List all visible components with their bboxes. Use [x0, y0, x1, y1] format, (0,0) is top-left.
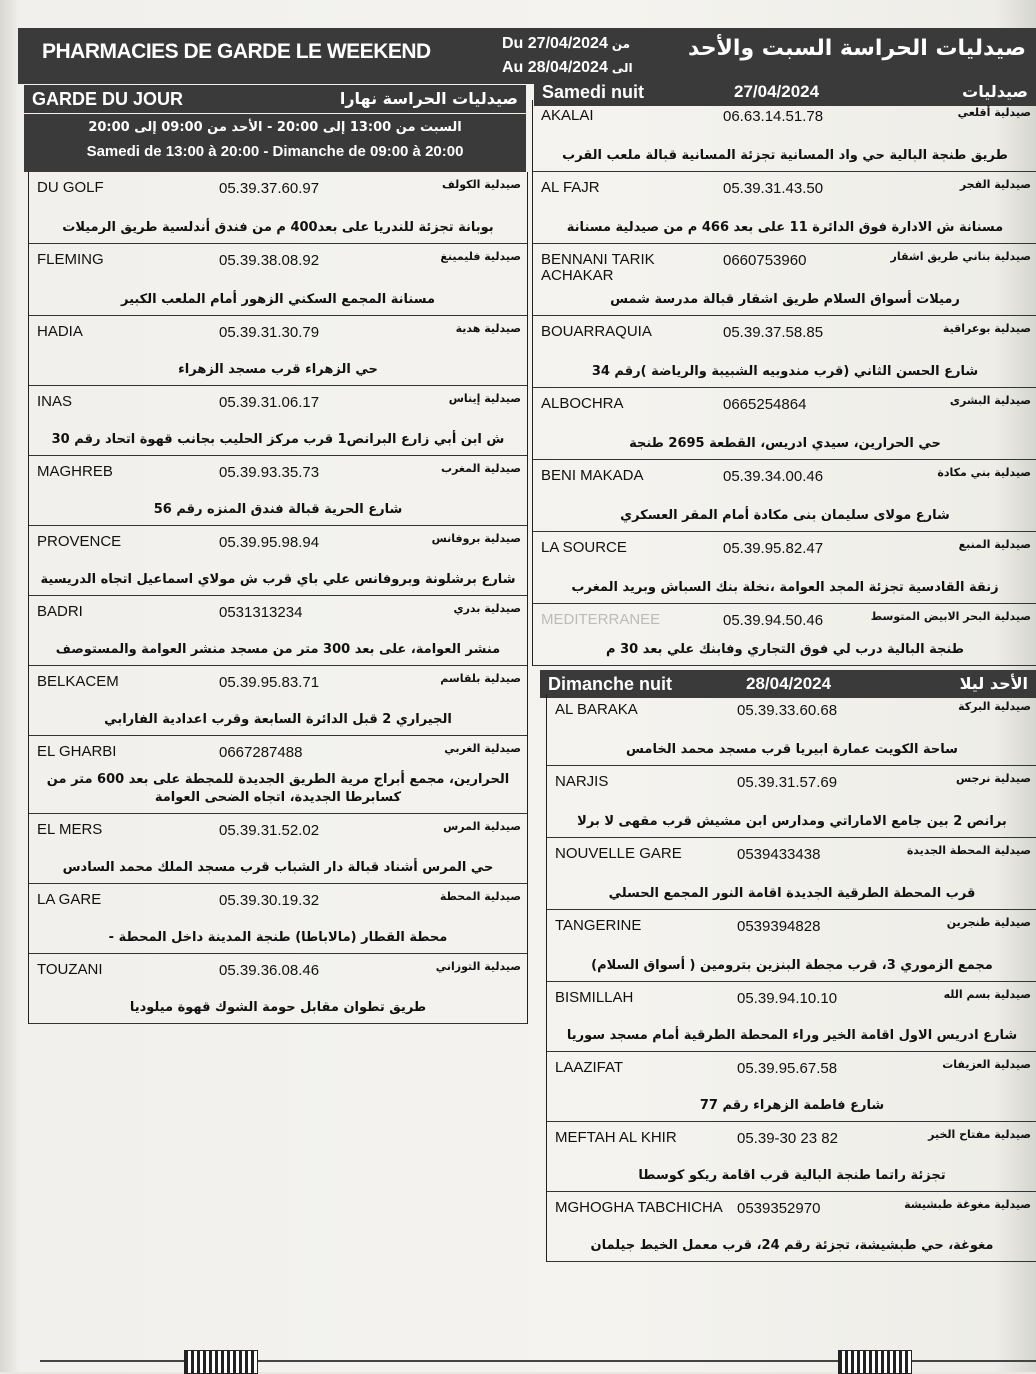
- pharmacy-name-ar: صيدلية طنجرين: [946, 916, 1031, 929]
- pharmacy-phone[interactable]: 0660753960: [723, 252, 807, 269]
- sunday-header-fr: Dimanche nuit: [548, 674, 673, 694]
- pharmacy-entry: [533, 604, 1036, 666]
- pharmacy-address: شارع الحرية قبالة فندق المنزه رقم 56: [153, 502, 403, 517]
- pharmacy-name-ar: صيدلية المغرب: [441, 462, 521, 475]
- pharmacy-name-ar: صيدلية العزيفات: [942, 1058, 1031, 1071]
- pharmacy-name: AKALAI: [541, 107, 594, 124]
- pharmacy-name-ar: صيدلية مفتاح الخير: [928, 1128, 1031, 1141]
- pharmacy-entry: [29, 386, 527, 456]
- pharmacy-name: BOUARRAQUIA: [541, 323, 652, 340]
- pharmacy-phone[interactable]: 0539352970: [737, 1200, 821, 1217]
- pharmacy-entry: [29, 596, 527, 666]
- pharmacy-phone[interactable]: 05.39.31.57.69: [737, 774, 838, 791]
- pharmacy-entry: [533, 460, 1036, 532]
- pharmacy-name: AL FAJR: [541, 179, 600, 196]
- pharmacy-name: MGHOGHA TABCHICHA: [555, 1199, 723, 1216]
- pharmacy-address: مسنانة ش الادارة فوق الدائرة 11 على بعد 466 م من صيدلية مسنانة: [566, 220, 1004, 235]
- pharmacy-name-ar: صيدلية التوزاني: [435, 960, 521, 973]
- pharmacy-name: NARJIS: [555, 773, 609, 790]
- saturday-list: [532, 100, 1036, 666]
- pharmacy-address: شارع برشلونة وبروفانس علي باي قرب ش مولاي اسماعيل اتجاه الدريسية: [40, 572, 516, 587]
- pharmacy-name-ar: صيدلية بلقاسم: [440, 672, 521, 685]
- pharmacy-name-ar: صيدلية نرجس: [955, 772, 1031, 785]
- pharmacy-name: ALBOCHRA: [541, 395, 624, 412]
- sunday-header-ar: الأحد ليلا: [959, 674, 1028, 693]
- pharmacy-name: BADRI: [37, 603, 83, 620]
- pharmacy-address: شارع مولاى سليمان بنى مكادة أمام المقر العسكري: [620, 508, 950, 523]
- pharmacy-phone[interactable]: 05.39-30 23 82: [737, 1130, 838, 1147]
- pharmacy-name-ar: صيدلية المحطة: [439, 890, 521, 903]
- qr-code-right: [838, 1350, 912, 1374]
- pharmacy-name-ar: صيدلية بني مكادة: [937, 466, 1031, 479]
- pharmacy-entry: [547, 1052, 1036, 1122]
- pharmacy-address: مجمع الزموري 3، قرب مجطة البنزين بترومين ( أسواق السلام): [591, 958, 993, 973]
- pharmacy-address: بوبانة تجزئة للندريا على بعد400 م من فندق أندلسية طريق الرميلات: [62, 220, 494, 235]
- date-to-ar: الى: [611, 61, 633, 75]
- pharmacy-name-ar: صيدلية إيناس: [448, 392, 521, 405]
- pharmacy-address: منشر العوامة، على بعد 300 متر من مسجد منشر العوامة والمستوصف: [55, 642, 501, 657]
- pharmacy-name: DU GOLF: [37, 179, 104, 196]
- pharmacy-address: مغوغة، حي طبشيشة، تجزئة رقم 24، قرب معمل الخيط جيلمان: [590, 1238, 994, 1253]
- day-header: [24, 85, 526, 113]
- pharmacy-phone[interactable]: 05.39.30.19.32: [219, 892, 320, 909]
- day-list: [28, 172, 528, 1024]
- pharmacy-phone[interactable]: 05.39.94.10.10: [737, 990, 838, 1007]
- pharmacy-phone[interactable]: 05.39.94.50.46: [723, 612, 824, 629]
- pharmacy-address: طريق طنجة البالية حي واد المسانية تجزئة المسانية قبالة ملعب القرب: [562, 148, 1008, 163]
- pharmacy-phone[interactable]: 0665254864: [723, 396, 807, 413]
- pharmacy-phone[interactable]: 05.39.37.60.97: [219, 180, 320, 197]
- pharmacy-name: EL GHARBI: [37, 743, 117, 760]
- pharmacy-phone[interactable]: 0531313234: [219, 604, 303, 621]
- pharmacy-name: BELKACEM: [37, 673, 119, 690]
- saturday-header-fr: Samedi nuit: [542, 82, 645, 102]
- pharmacy-name-ar: صيدلية البحر الابيض المتوسط: [870, 610, 1031, 623]
- pharmacy-address: مسنانة المجمع السكني الزهور أمام الملعب الكبير: [120, 292, 436, 307]
- pharmacy-entry: [547, 838, 1036, 910]
- pharmacy-entry: [29, 736, 527, 814]
- pharmacy-entry: [533, 100, 1036, 172]
- pharmacy-entry: [547, 694, 1036, 766]
- pharmacy-name: EL MERS: [37, 821, 103, 838]
- pharmacy-entry: [29, 244, 527, 316]
- pharmacy-address: حي الحرارين، سيدي ادريس، القطعة 2695 طنجة: [629, 436, 941, 451]
- pharmacy-entry: [29, 172, 527, 244]
- pharmacy-name-ar: صيدلية هدية: [455, 322, 521, 335]
- pharmacy-phone[interactable]: 05.39.93.35.73: [219, 464, 320, 481]
- pharmacy-name: PROVENCE: [37, 533, 122, 550]
- pharmacy-name-ar: صيدلية الغربي: [444, 742, 521, 755]
- pharmacy-name: BENI MAKADA: [541, 467, 644, 484]
- pharmacy-phone[interactable]: 05.39.31.30.79: [219, 324, 320, 341]
- pharmacy-address: محطة القطار (مالاباطا) طنجة المدينة داخل المحطة -: [108, 930, 448, 945]
- pharmacy-address: ش ابن أبي زارع البرانص1 قرب مركز الحليب بجانب قهوة اتحاد رقم 30: [51, 432, 505, 447]
- pharmacy-address: طريق تطوان مقابل حومة الشوك قهوة ميلوديا: [129, 1000, 427, 1015]
- banner-dates: [502, 32, 633, 80]
- pharmacy-entry: [547, 1122, 1036, 1192]
- pharmacy-entry: [547, 766, 1036, 838]
- pharmacy-entry: [29, 954, 527, 1024]
- pharmacy-phone[interactable]: 05.39.36.08.46: [219, 962, 320, 979]
- day-hours-ar: السبت من 13:00 إلى 20:00 - الأحد من 09:00 إلى 20:00: [88, 120, 462, 135]
- pharmacy-entry: [29, 456, 527, 526]
- pharmacy-address: ساحة الكويت عمارة ابيريا قرب مسجد محمد الخامس: [626, 742, 958, 757]
- pharmacy-phone[interactable]: 05.39.95.67.58: [737, 1060, 838, 1077]
- pharmacy-name: MAGHREB: [37, 463, 113, 480]
- sunday-date: 28/04/2024: [746, 674, 832, 693]
- pharmacy-address: طنجة البالية درب لي فوق التجاري وفابنك علي بعد 30 م: [606, 642, 964, 657]
- pharmacy-phone[interactable]: 05.39.95.83.71: [219, 674, 320, 691]
- pharmacy-address: برانص 2 بين جامع الاماراتي ومدارس ابن مشيش قرب مقهى لا برلا: [577, 814, 1007, 829]
- pharmacy-name-ar: صيدلية مغوغة طبشيشة: [904, 1198, 1031, 1211]
- pharmacy-entry: [29, 526, 527, 596]
- pharmacy-name: BENNANI TARIK ACHAKAR: [541, 251, 655, 284]
- pharmacy-address: شارع الحسن الثاني (قرب مندوبيه الشبيبة والرياضة )رقم 34: [591, 364, 979, 379]
- day-hours: [24, 114, 526, 172]
- pharmacy-address: الجيراري 2 قبل الدائرة السابعة وقرب اعدادية الفارابي: [104, 712, 452, 727]
- pharmacy-name-ar: صيدلية بناني طريق اشقار: [890, 250, 1031, 263]
- date-from-ar: من: [611, 37, 631, 51]
- pharmacy-phone[interactable]: 05.39.95.82.47: [723, 540, 824, 557]
- pharmacy-phone[interactable]: 05.39.38.08.92: [219, 252, 320, 269]
- date-from: Du 27/04/2024: [502, 35, 608, 52]
- pharmacy-address: زنقة القادسية تجزئة المجد العوامة ،نخلة بنك السباش وبريد المغرب: [571, 580, 999, 595]
- pharmacy-name: MEFTAH AL KHIR: [555, 1129, 677, 1146]
- pharmacy-name-ar: صيدلية الفجر: [959, 178, 1031, 191]
- pharmacy-name: TANGERINE: [555, 917, 642, 934]
- weekend-banner: [18, 28, 1036, 84]
- pharmacy-name: INAS: [37, 393, 73, 410]
- pharmacy-name-ar: صيدلية البركة: [958, 700, 1031, 713]
- pharmacy-address: تجزئة راتما طنجة البالية قرب اقامة ريكو كوسطا: [638, 1168, 946, 1183]
- pharmacy-name-ar: صيدلية بدري: [453, 602, 521, 615]
- pharmacy-entry: [547, 910, 1036, 982]
- pharmacy-name-ar: صيدلية المحطة الجديدة: [906, 844, 1031, 857]
- pharmacy-entry: [547, 982, 1036, 1052]
- pharmacy-name: BISMILLAH: [555, 989, 634, 1006]
- pharmacy-phone[interactable]: 05.39.95.98.94: [219, 534, 320, 551]
- saturday-header-ar: صيدليات: [962, 82, 1028, 101]
- pharmacy-entry: [533, 172, 1036, 244]
- pharmacy-phone[interactable]: 05.39.31.52.02: [219, 822, 320, 839]
- pharmacy-name: NOUVELLE GARE: [555, 845, 682, 862]
- banner-title-ar: صيدليات الحراسة السبت والأحد: [687, 36, 1026, 61]
- pharmacy-phone[interactable]: 0667287488: [219, 744, 303, 761]
- banner-title-fr: PHARMACIES DE GARDE LE WEEKEND: [42, 40, 431, 63]
- pharmacy-name-ar: صيدلية المرس: [443, 820, 521, 833]
- pharmacy-entry: [29, 316, 527, 386]
- pharmacy-name: LAAZIFAT: [555, 1059, 624, 1076]
- pharmacy-address: حي المرس أشناد قبالة دار الشباب قرب مسجد الملك محمد السادس: [62, 860, 494, 875]
- day-header-ar: صيدليات الحراسة نهارا: [339, 89, 518, 108]
- pharmacy-entry: [533, 532, 1036, 604]
- pharmacy-phone[interactable]: 0539394828: [737, 918, 821, 935]
- pharmacy-address: رميلات أسواق السلام طريق اشقار قبالة مدرسة شمس: [610, 292, 960, 307]
- pharmacy-name-ar: صيدلية بوعراقية: [942, 322, 1031, 335]
- pharmacy-phone[interactable]: 05.39.31.06.17: [219, 394, 320, 411]
- pharmacy-name: HADIA: [37, 323, 83, 340]
- pharmacy-name: FLEMING: [37, 251, 104, 268]
- pharmacy-entry: [547, 1192, 1036, 1262]
- pharmacy-name-ar: صيدلية المنبع: [958, 538, 1031, 551]
- pharmacy-name: MEDITERRANEE: [541, 611, 661, 628]
- pharmacy-entry: [29, 814, 527, 884]
- pharmacy-phone[interactable]: 05.39.31.43.50: [723, 180, 824, 197]
- pharmacy-name: LA GARE: [37, 891, 102, 908]
- pharmacy-name-ar: صيدلية بسم الله: [943, 988, 1031, 1001]
- pharmacy-phone[interactable]: 05.39.33.60.68: [737, 702, 838, 719]
- pharmacy-name-ar: صيدلية أقلعي: [957, 106, 1031, 119]
- pharmacy-phone[interactable]: 05.39.37.58.85: [723, 324, 824, 341]
- day-hours-fr: Samedi de 13:00 à 20:00 - Dimanche de 09:00 à 20:00: [86, 143, 464, 160]
- pharmacy-name-ar: صيدلية الكولف: [441, 178, 521, 191]
- pharmacy-entry: [533, 316, 1036, 388]
- qr-code-left: [184, 1350, 258, 1374]
- pharmacy-phone[interactable]: 06.63.14.51.78: [723, 108, 824, 125]
- sunday-list: [546, 694, 1036, 1262]
- pharmacy-name-ar: صيدلية البشرى: [949, 394, 1031, 407]
- pharmacy-address: قرب المحطة الطرقية الجديدة اقامة النور المجمع الحسلي: [608, 886, 976, 901]
- day-header-fr: GARDE DU JOUR: [32, 89, 184, 109]
- pharmacy-address: حي الزهراء قرب مسجد الزهراء: [178, 362, 378, 377]
- pharmacy-name-ar: صيدلية بروفانس: [431, 532, 521, 545]
- saturday-date: 27/04/2024: [734, 82, 820, 101]
- pharmacy-entry: [533, 244, 1036, 316]
- pharmacy-phone[interactable]: 05.39.34.00.46: [723, 468, 824, 485]
- pharmacy-address: الحرارين، مجمع أبراج مرية الطريق الجديدة للمجطة على بعد 600 متر من كسابرطا الجديدة، اتجاه الضحى العوامة: [46, 772, 510, 805]
- pharmacy-entry: [29, 884, 527, 954]
- pharmacy-entry: [29, 666, 527, 736]
- pharmacy-name-ar: صيدلية فليمينغ: [440, 250, 521, 263]
- pharmacy-name: LA SOURCE: [541, 539, 627, 556]
- date-to: Au 28/04/2024: [502, 59, 608, 76]
- pharmacy-address: شارع فاطمة الزهراء رقم 77: [699, 1098, 885, 1113]
- pharmacy-phone[interactable]: 0539433438: [737, 846, 821, 863]
- pharmacy-name: TOUZANI: [37, 961, 103, 978]
- pharmacy-name: AL BARAKA: [555, 701, 638, 718]
- pharmacy-address: شارع ادريس الاول اقامة الخير وراء المحطة الطرقية أمام مسجد سوريا: [566, 1028, 1018, 1043]
- pharmacy-entry: [533, 388, 1036, 460]
